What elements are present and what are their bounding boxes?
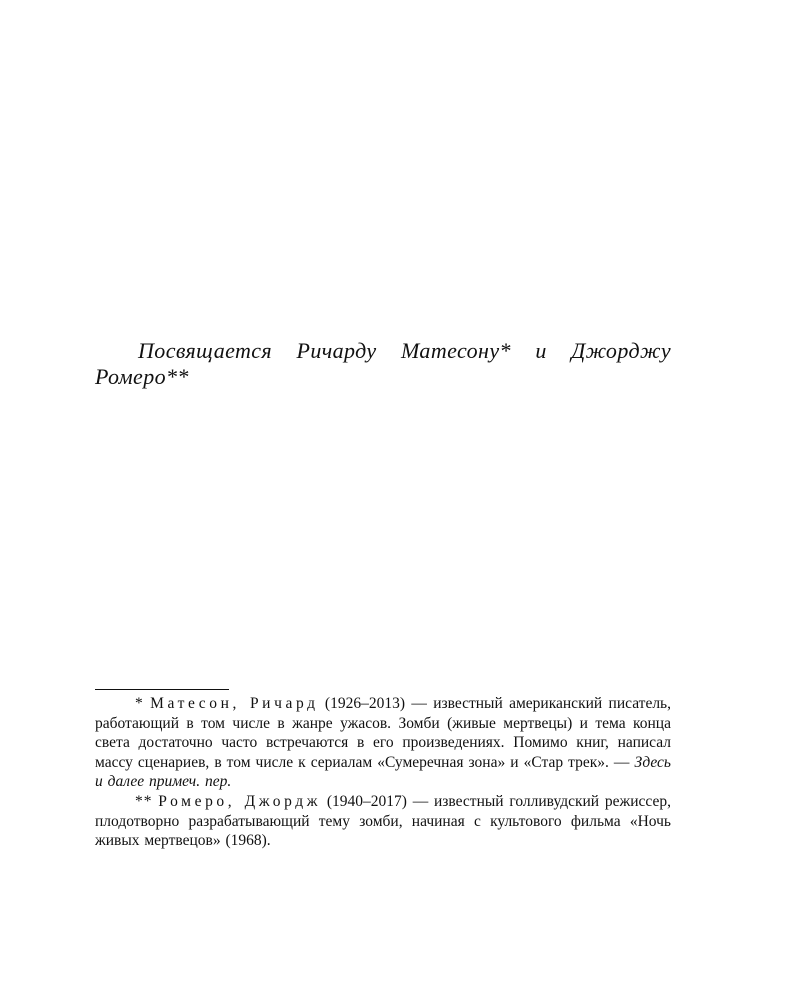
footnote-romero — [95, 792, 671, 851]
footnote-name: Ромеро, Джордж — [158, 792, 322, 810]
footnote-name: Матесон, Ричард — [150, 695, 319, 712]
footnote-marker: * — [135, 695, 144, 712]
footnote-matheson — [95, 694, 671, 792]
footnote-marker: ** — [135, 792, 153, 810]
footnotes — [95, 694, 671, 851]
dedication-text: Посвящается Ричарду Матесону* и Джорджу Ромеро** — [95, 338, 671, 389]
footnote-body: (1940–2017) — известный голливудский режиссер, плодотворно разрабатывающий тему зомби, начиная с культового фильма «Ночь живых мертвецов» (1968). — [95, 792, 671, 850]
footnote-separator — [95, 689, 229, 690]
footnote-body: (1926–2013) — известный американский писатель, работающий в том числе в жанре ужасов. Зомби (живые мертвецы) и тема конца света достаточно часто встречаются в его произведениях. Помимо книг, написал массу сценариев, в том числе к сериалам «Сумеречная зона» и «Стар трек». — — [95, 695, 672, 771]
translator-note: Здесь и далее примеч. пер. — [95, 753, 671, 791]
